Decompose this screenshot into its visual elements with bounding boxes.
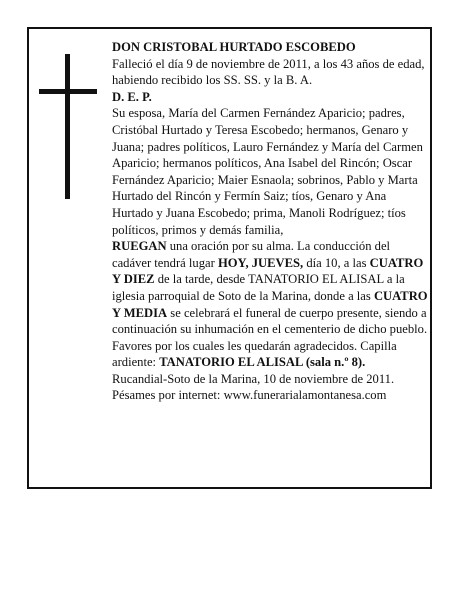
obituary-notice [27, 27, 432, 489]
time-funeral: CUATRO Y MEDIA [112, 288, 428, 320]
dep-heading: D. E. P. [112, 89, 152, 104]
funeral-text: se celebrará el funeral de cuerpo presente, siendo a continuación su inhumación en el cementerio de dicho pueblo. Favores por los cuales les quedarán agradecidos. Capilla ardiente: [112, 305, 428, 370]
family-list: Su esposa, María del Carmen Fernández Aparicio; padres, Cristóbal Hurtado y Teresa Escobedo; hermanos, Genaro y Juana; padres políticos, Lauro Fernández y María del Carmen Aparicio; hermanos políticos, Ana Isabel del Rincón; Oscar Fernández Aparicio; Maier Esnaola; sobrinos, Pablo y Marta Hurtado del Rincón y Fermín Saiz; tíos, Genaro y Ana Hurtado y Juana Escobedo; prima, Manoli Rodríguez; tíos políticos, primos y demás familia, [112, 106, 423, 237]
cross-vertical-bar [65, 54, 70, 199]
time-cortege: CUATRO Y DIEZ [112, 255, 424, 287]
place-and-date: Rucandial-Soto de la Marina, 10 de noviembre de 2011. [112, 371, 395, 386]
ruegan-label: RUEGAN [112, 239, 167, 254]
ceremony-paragraph [112, 238, 430, 371]
death-announcement: Falleció el día 9 de noviembre de 2011, a los 43 años de edad, habiendo recibido los SS. SS. y la B. A. [112, 56, 425, 88]
prayer-text: una oración por su alma. La conducción del cadáver tendrá lugar [112, 239, 391, 270]
deceased-name: DON CRISTOBAL HURTADO ESCOBEDO [112, 40, 356, 54]
chapel-location: TANATORIO EL ALISAL (sala n.º 8). [159, 355, 366, 370]
hoy-jueves-label: HOY, JUEVES, [217, 255, 304, 270]
cross-horizontal-bar [39, 89, 97, 94]
route-text: de la tarde, desde TANATORIO EL ALISAL a la iglesia parroquial de Soto de la Marina, donde a las [112, 272, 405, 303]
notice-text [112, 39, 430, 404]
cross-icon [39, 54, 97, 199]
condolences-line: Pésames por internet: www.funerarialamontanesa.com [112, 388, 387, 403]
day-text: día 10, a las [303, 255, 370, 270]
